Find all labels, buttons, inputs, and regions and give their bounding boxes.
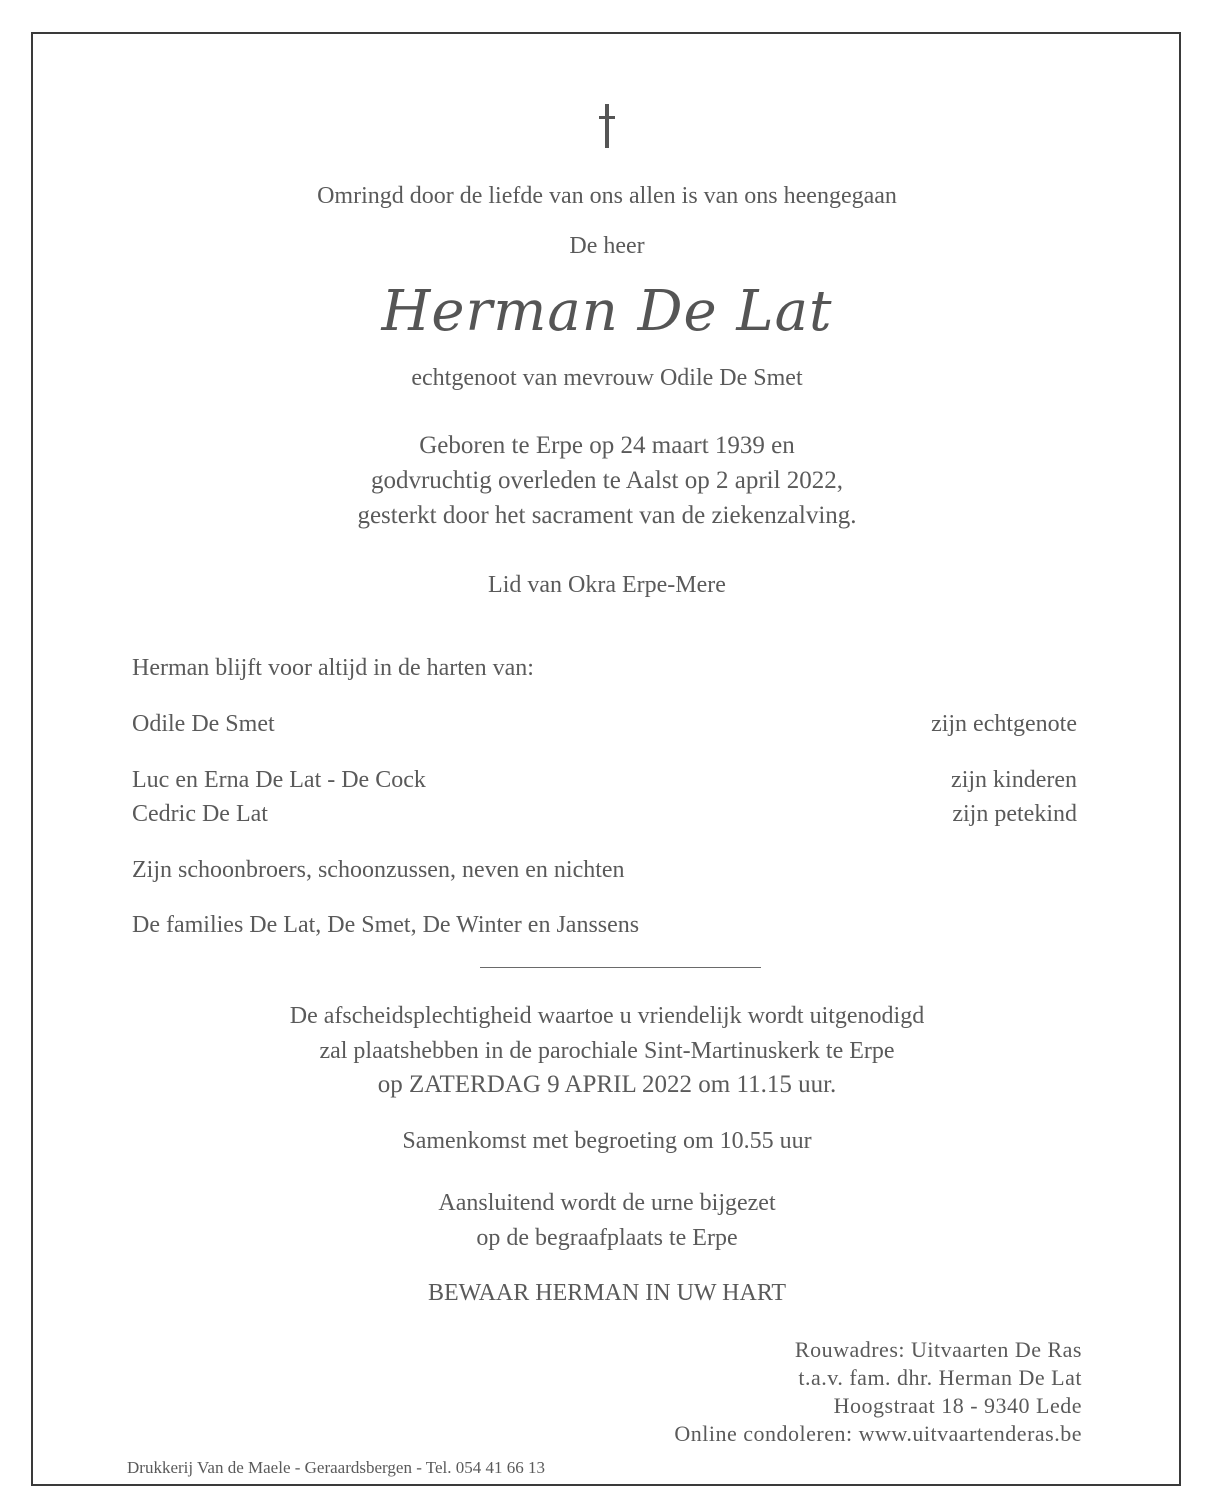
ceremony-line-2: zal plaatshebben in de parochiale Sint-Martinuskerk te Erpe [319, 1038, 895, 1064]
mourner-name: Cedric De Lat [132, 801, 268, 827]
cross-icon [599, 104, 615, 148]
address-line-1: Rouwadres: Uitvaarten De Ras [794, 1337, 1082, 1362]
life-line-1: Geboren te Erpe op 24 maart 1939 en [419, 432, 795, 459]
address-line-3: Hoogstraat 18 - 9340 Lede [833, 1393, 1082, 1418]
family-line: Zijn schoonbroers, schoonzussen, neven en nichten [132, 857, 625, 883]
family-line: De families De Lat, De Smet, De Winter en Janssens [132, 912, 640, 938]
mourner-relation: zijn kinderen [951, 767, 1077, 793]
address-line-2: t.a.v. fam. dhr. Herman De Lat [798, 1365, 1082, 1390]
gathering-line: Samenkomst met begroeting om 10.55 uur [402, 1128, 812, 1154]
mourner-name: Luc en Erna De Lat - De Cock [132, 767, 426, 793]
burial-line-2: op de begraafplaats te Erpe [476, 1225, 738, 1251]
membership: Lid van Okra Erpe-Mere [488, 572, 726, 598]
mourner-name: Odile De Smet [132, 711, 275, 737]
address-line-4: Online condoleren: www.uitvaartenderas.be [674, 1421, 1082, 1446]
divider-line [480, 967, 761, 968]
mourner-relation: zijn echtgenote [931, 711, 1077, 737]
honorific: De heer [569, 233, 645, 259]
intro-text: Omringd door de liefde van ons allen is van ons heengegaan [317, 183, 897, 209]
life-line-3: gesterkt door het sacrament van de ziekenzalving. [357, 502, 857, 529]
ceremony-line-1: De afscheidsplechtigheid waartoe u vriendelijk wordt uitgenodigd [289, 1003, 925, 1029]
burial-line-1: Aansluitend wordt de urne bijgezet [438, 1190, 776, 1216]
printer-credit: Drukkerij Van de Maele - Geraardsbergen - Tel. 054 41 66 13 [127, 1458, 546, 1477]
ceremony-line-3: op ZATERDAG 9 APRIL 2022 om 11.15 uur. [377, 1071, 837, 1098]
spouse-line: echtgenoot van mevrouw Odile De Smet [411, 365, 803, 391]
deceased-name: Herman De Lat [381, 279, 833, 344]
mourners-intro: Herman blijft voor altijd in de harten van: [132, 655, 534, 681]
closing-line: BEWAAR HERMAN IN UW HART [427, 1280, 787, 1306]
mourner-relation: zijn petekind [952, 801, 1077, 827]
life-line-2: godvruchtig overleden te Aalst op 2 april 2022, [370, 467, 844, 494]
